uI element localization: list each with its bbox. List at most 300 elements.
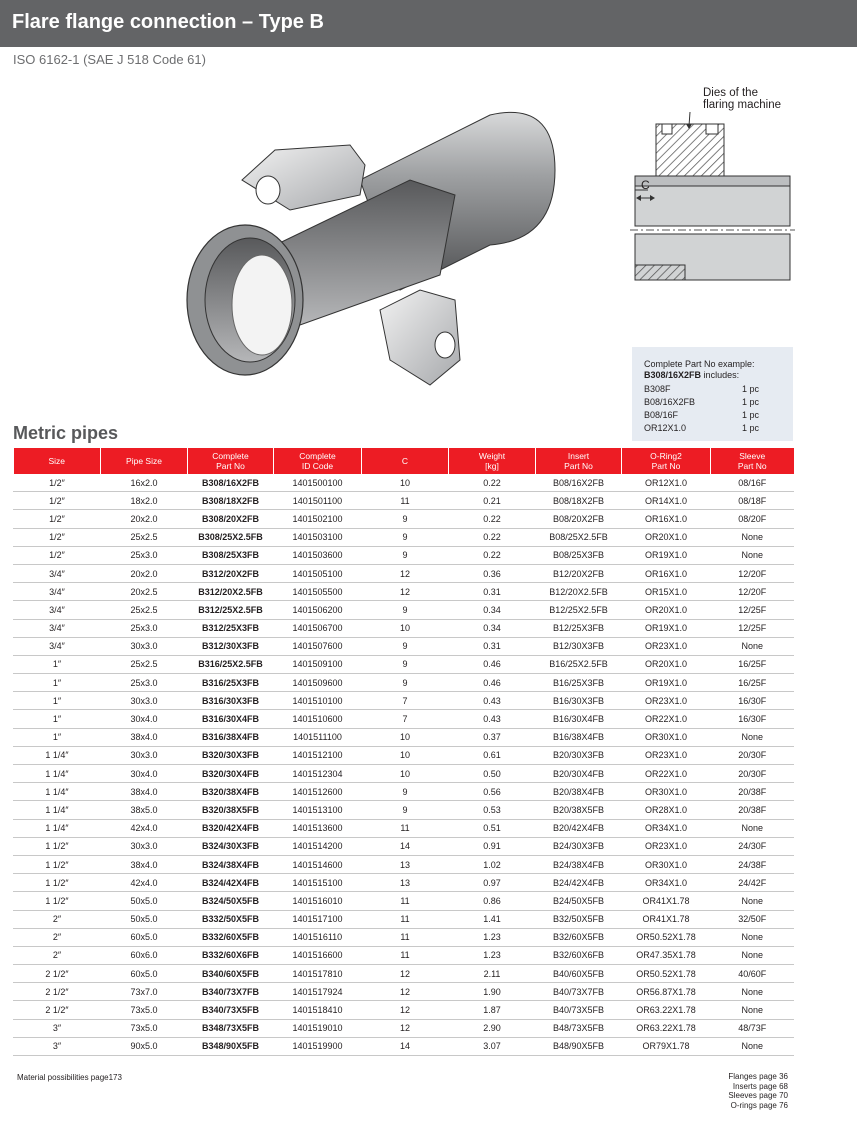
table-row xyxy=(14,655,794,673)
part-no-cell: B324/42X4FB xyxy=(188,874,274,892)
table-row xyxy=(14,1019,794,1037)
pipe-size-cell: 25x2.5 xyxy=(101,601,188,619)
weight-cell: 0.61 xyxy=(449,746,536,764)
pipe-size-cell: 16x2.0 xyxy=(101,474,188,492)
part-no-cell: B320/42X4FB xyxy=(188,819,274,837)
example-item-qty: 1 pc xyxy=(742,384,760,394)
column-header xyxy=(711,448,794,474)
id-code-cell: 1401507600 xyxy=(274,637,362,655)
oring-cell: OR19X1.0 xyxy=(622,674,711,692)
oring-cell: OR22X1.0 xyxy=(622,765,711,783)
weight-cell: 2.11 xyxy=(449,965,536,983)
column-header-line1: Size xyxy=(48,456,66,466)
column-header xyxy=(188,448,274,474)
weight-cell: 1.41 xyxy=(449,910,536,928)
material-note: Material possibilities page173 xyxy=(17,1073,122,1082)
table-row xyxy=(14,637,794,655)
pipe-size-cell: 30x3.0 xyxy=(101,837,188,855)
c-cell: 14 xyxy=(362,837,449,855)
weight-cell: 0.34 xyxy=(449,619,536,637)
id-code-cell: 1401514200 xyxy=(274,837,362,855)
size-cell: 1 1/4″ xyxy=(14,819,101,837)
part-no-cell: B324/50X5FB xyxy=(188,892,274,910)
column-header-line1: O-Ring2 xyxy=(650,451,682,461)
pipe-size-cell: 20x2.0 xyxy=(101,510,188,528)
pipe-size-cell: 42x4.0 xyxy=(101,874,188,892)
pipe-size-cell: 30x3.0 xyxy=(101,692,188,710)
sleeve-cell: 24/42F xyxy=(711,874,794,892)
id-code-cell: 1401519900 xyxy=(274,1037,362,1055)
example-includes: includes: xyxy=(703,370,740,380)
table-row xyxy=(14,983,794,1001)
insert-cell: B08/16X2FB xyxy=(536,474,622,492)
pipe-size-cell: 25x2.5 xyxy=(101,655,188,673)
insert-cell: B12/25X3FB xyxy=(536,619,622,637)
weight-cell: 0.22 xyxy=(449,510,536,528)
table-row xyxy=(14,710,794,728)
column-header-line2: Part No xyxy=(216,461,245,471)
sleeve-cell: 12/25F xyxy=(711,601,794,619)
sleeve-cell: None xyxy=(711,928,794,946)
oring-cell: OR41X1.78 xyxy=(622,910,711,928)
sleeve-cell: 16/25F xyxy=(711,674,794,692)
size-cell: 1 1/2″ xyxy=(14,892,101,910)
oring-cell: OR23X1.0 xyxy=(622,746,711,764)
c-cell: 11 xyxy=(362,910,449,928)
pipe-size-cell: 38x4.0 xyxy=(101,855,188,873)
id-code-cell: 1401513100 xyxy=(274,801,362,819)
weight-cell: 0.37 xyxy=(449,728,536,746)
insert-cell: B40/73X7FB xyxy=(536,983,622,1001)
weight-cell: 0.51 xyxy=(449,819,536,837)
pipe-size-cell: 25x3.0 xyxy=(101,674,188,692)
id-code-cell: 1401509600 xyxy=(274,674,362,692)
weight-cell: 0.31 xyxy=(449,583,536,601)
part-no-cell: B312/30X3FB xyxy=(188,637,274,655)
id-code-cell: 1401510100 xyxy=(274,692,362,710)
insert-cell: B32/60X5FB xyxy=(536,928,622,946)
size-cell: 2″ xyxy=(14,910,101,928)
table-body xyxy=(14,474,794,1056)
weight-cell: 0.46 xyxy=(449,674,536,692)
part-no-cell: B308/18X2FB xyxy=(188,492,274,510)
weight-cell: 0.43 xyxy=(449,692,536,710)
part-no-cell: B324/30X3FB xyxy=(188,837,274,855)
size-cell: 1″ xyxy=(14,692,101,710)
insert-cell: B20/42X4FB xyxy=(536,819,622,837)
c-cell: 11 xyxy=(362,946,449,964)
column-header-line1: Complete xyxy=(299,451,336,461)
table-row xyxy=(14,765,794,783)
size-cell: 1″ xyxy=(14,674,101,692)
column-header xyxy=(622,448,711,474)
table-row xyxy=(14,1001,794,1019)
weight-cell: 2.90 xyxy=(449,1019,536,1037)
weight-cell: 0.53 xyxy=(449,801,536,819)
part-no-cell: B316/30X4FB xyxy=(188,710,274,728)
oring-cell: OR20X1.0 xyxy=(622,655,711,673)
c-cell: 13 xyxy=(362,874,449,892)
weight-cell: 0.22 xyxy=(449,474,536,492)
part-no-cell: B316/25X2.5FB xyxy=(188,655,274,673)
pipe-size-cell: 60x5.0 xyxy=(101,965,188,983)
sleeve-cell: None xyxy=(711,528,794,546)
pipe-size-cell: 73x5.0 xyxy=(101,1019,188,1037)
oring-cell: OR12X1.0 xyxy=(622,474,711,492)
id-code-cell: 1401503600 xyxy=(274,546,362,564)
c-cell: 12 xyxy=(362,965,449,983)
sleeve-cell: 12/20F xyxy=(711,564,794,582)
c-cell: 9 xyxy=(362,510,449,528)
weight-cell: 0.22 xyxy=(449,546,536,564)
insert-cell: B24/38X4FB xyxy=(536,855,622,873)
page-subtitle: ISO 6162-1 (SAE J 518 Code 61) xyxy=(13,52,206,67)
pipe-size-cell: 20x2.0 xyxy=(101,564,188,582)
example-part-number: B308/16X2FB xyxy=(644,370,702,380)
oring-cell: OR50.52X1.78 xyxy=(622,928,711,946)
insert-cell: B32/60X6FB xyxy=(536,946,622,964)
size-cell: 1 1/2″ xyxy=(14,837,101,855)
insert-cell: B24/50X5FB xyxy=(536,892,622,910)
sleeve-cell: 16/30F xyxy=(711,692,794,710)
size-cell: 3/4″ xyxy=(14,564,101,582)
pipe-size-cell: 50x5.0 xyxy=(101,892,188,910)
insert-cell: B12/20X2.5FB xyxy=(536,583,622,601)
example-item-part: OR12X1.0 xyxy=(644,423,687,433)
weight-cell: 0.50 xyxy=(449,765,536,783)
c-cell: 9 xyxy=(362,801,449,819)
column-header-line2: Part No xyxy=(564,461,593,471)
size-cell: 2 1/2″ xyxy=(14,983,101,1001)
oring-cell: OR79X1.78 xyxy=(622,1037,711,1055)
c-cell: 12 xyxy=(362,983,449,1001)
c-cell: 9 xyxy=(362,528,449,546)
oring-cell: OR23X1.0 xyxy=(622,637,711,655)
sleeve-cell: None xyxy=(711,1001,794,1019)
sleeve-cell: None xyxy=(711,546,794,564)
sleeve-cell: 32/50F xyxy=(711,910,794,928)
table-header-row xyxy=(14,448,794,474)
size-cell: 3/4″ xyxy=(14,601,101,619)
part-no-cell: B308/20X2FB xyxy=(188,510,274,528)
table-row xyxy=(14,619,794,637)
c-cell: 11 xyxy=(362,892,449,910)
oring-cell: OR23X1.0 xyxy=(622,837,711,855)
size-cell: 1 1/4″ xyxy=(14,765,101,783)
c-cell: 10 xyxy=(362,746,449,764)
c-cell: 13 xyxy=(362,855,449,873)
column-header-line2: [kg] xyxy=(485,461,499,471)
oring-cell: OR14X1.0 xyxy=(622,492,711,510)
table-row xyxy=(14,492,794,510)
table-row xyxy=(14,892,794,910)
insert-cell: B48/90X5FB xyxy=(536,1037,622,1055)
part-no-cell: B320/30X4FB xyxy=(188,765,274,783)
example-item-part: B308F xyxy=(644,384,671,394)
sleeve-cell: None xyxy=(711,637,794,655)
id-code-cell: 1401516010 xyxy=(274,892,362,910)
weight-cell: 0.21 xyxy=(449,492,536,510)
size-cell: 3/4″ xyxy=(14,583,101,601)
pipe-size-cell: 30x3.0 xyxy=(101,746,188,764)
column-header-line2: Part No xyxy=(651,461,681,471)
insert-cell: B20/30X3FB xyxy=(536,746,622,764)
part-no-cell: B312/25X2.5FB xyxy=(188,601,274,619)
column-header xyxy=(362,448,449,474)
size-cell: 1 1/2″ xyxy=(14,874,101,892)
insert-cell: B12/20X2FB xyxy=(536,564,622,582)
c-cell: 7 xyxy=(362,692,449,710)
example-item-qty: 1 pc xyxy=(742,410,760,420)
pipe-size-cell: 90x5.0 xyxy=(101,1037,188,1055)
table-row xyxy=(14,546,794,564)
id-code-cell: 1401511100 xyxy=(274,728,362,746)
id-code-cell: 1401505500 xyxy=(274,583,362,601)
sleeve-cell: 40/60F xyxy=(711,965,794,983)
table-row xyxy=(14,801,794,819)
weight-cell: 1.87 xyxy=(449,1001,536,1019)
size-cell: 1″ xyxy=(14,655,101,673)
insert-cell: B16/25X3FB xyxy=(536,674,622,692)
id-code-cell: 1401506200 xyxy=(274,601,362,619)
sleeve-cell: 20/30F xyxy=(711,746,794,764)
column-header xyxy=(536,448,622,474)
c-cell: 10 xyxy=(362,765,449,783)
oring-cell: OR41X1.78 xyxy=(622,892,711,910)
table-row xyxy=(14,783,794,801)
table-row xyxy=(14,874,794,892)
part-no-cell: B308/25X3FB xyxy=(188,546,274,564)
pipe-size-cell: 38x4.0 xyxy=(101,728,188,746)
size-cell: 1 1/4″ xyxy=(14,801,101,819)
part-number-example-box xyxy=(632,347,793,441)
part-no-cell: B316/30X3FB xyxy=(188,692,274,710)
page-references xyxy=(728,1072,788,1110)
insert-cell: B32/50X5FB xyxy=(536,910,622,928)
oring-cell: OR16X1.0 xyxy=(622,510,711,528)
pipe-size-cell: 73x7.0 xyxy=(101,983,188,1001)
table-row xyxy=(14,674,794,692)
sleeve-cell: 20/30F xyxy=(711,765,794,783)
c-cell: 12 xyxy=(362,1001,449,1019)
insert-cell: B16/38X4FB xyxy=(536,728,622,746)
part-no-cell: B308/16X2FB xyxy=(188,474,274,492)
sleeve-cell: 08/16F xyxy=(711,474,794,492)
table-row xyxy=(14,528,794,546)
column-header xyxy=(101,448,188,474)
column-header-line1: Insert xyxy=(567,451,590,461)
id-code-cell: 1401512304 xyxy=(274,765,362,783)
size-cell: 1″ xyxy=(14,728,101,746)
sleeve-cell: None xyxy=(711,728,794,746)
oring-cell: OR22X1.0 xyxy=(622,710,711,728)
size-cell: 3/4″ xyxy=(14,619,101,637)
c-cell: 12 xyxy=(362,1019,449,1037)
oring-cell: OR50.52X1.78 xyxy=(622,965,711,983)
part-no-cell: B332/50X5FB xyxy=(188,910,274,928)
insert-cell: B48/73X5FB xyxy=(536,1019,622,1037)
weight-cell: 1.02 xyxy=(449,855,536,873)
weight-cell: 0.86 xyxy=(449,892,536,910)
part-no-cell: B312/25X3FB xyxy=(188,619,274,637)
part-no-cell: B316/25X3FB xyxy=(188,674,274,692)
table-row xyxy=(14,728,794,746)
table-row xyxy=(14,692,794,710)
pipe-size-cell: 60x5.0 xyxy=(101,928,188,946)
table-row xyxy=(14,855,794,873)
pipe-size-cell: 30x4.0 xyxy=(101,710,188,728)
table-row xyxy=(14,965,794,983)
sleeve-cell: 08/20F xyxy=(711,510,794,528)
weight-cell: 0.43 xyxy=(449,710,536,728)
table-row xyxy=(14,928,794,946)
id-code-cell: 1401517100 xyxy=(274,910,362,928)
example-item-qty: 1 pc xyxy=(742,397,760,407)
weight-cell: 1.23 xyxy=(449,946,536,964)
pipe-size-cell: 30x3.0 xyxy=(101,637,188,655)
id-code-cell: 1401518410 xyxy=(274,1001,362,1019)
weight-cell: 0.46 xyxy=(449,655,536,673)
pipe-size-cell: 50x5.0 xyxy=(101,910,188,928)
id-code-cell: 1401503100 xyxy=(274,528,362,546)
c-cell: 11 xyxy=(362,928,449,946)
part-no-cell: B324/38X4FB xyxy=(188,855,274,873)
part-no-cell: B340/73X7FB xyxy=(188,983,274,1001)
c-cell: 10 xyxy=(362,619,449,637)
column-header-line1: Sleeve xyxy=(739,451,766,461)
dies-label-line2: flaring machine xyxy=(703,99,781,111)
weight-cell: 1.90 xyxy=(449,983,536,1001)
sleeve-cell: 12/20F xyxy=(711,583,794,601)
insert-cell: B40/73X5FB xyxy=(536,1001,622,1019)
id-code-cell: 1401502100 xyxy=(274,510,362,528)
sleeve-cell: None xyxy=(711,819,794,837)
pipe-size-cell: 18x2.0 xyxy=(101,492,188,510)
id-code-cell: 1401509100 xyxy=(274,655,362,673)
insert-cell: B24/30X3FB xyxy=(536,837,622,855)
part-no-cell: B312/20X2FB xyxy=(188,564,274,582)
part-no-cell: B340/60X5FB xyxy=(188,965,274,983)
table-row xyxy=(14,1037,794,1055)
insert-cell: B12/25X2.5FB xyxy=(536,601,622,619)
c-cell: 14 xyxy=(362,1037,449,1055)
pipe-size-cell: 38x5.0 xyxy=(101,801,188,819)
cross-section-drawing xyxy=(610,80,800,300)
table-row xyxy=(14,474,794,492)
id-code-cell: 1401512100 xyxy=(274,746,362,764)
id-code-cell: 1401500100 xyxy=(274,474,362,492)
id-code-cell: 1401513600 xyxy=(274,819,362,837)
id-code-cell: 1401505100 xyxy=(274,564,362,582)
oring-cell: OR19X1.0 xyxy=(622,546,711,564)
weight-cell: 0.91 xyxy=(449,837,536,855)
dies-label-line1: Dies of the xyxy=(703,87,758,99)
sleeve-cell: 24/30F xyxy=(711,837,794,855)
insert-cell: B12/30X3FB xyxy=(536,637,622,655)
column-header-line2: ID Code xyxy=(301,461,334,471)
part-no-cell: B332/60X5FB xyxy=(188,928,274,946)
size-cell: 1/2″ xyxy=(14,510,101,528)
pipe-size-cell: 25x3.0 xyxy=(101,546,188,564)
oring-cell: OR23X1.0 xyxy=(622,692,711,710)
insert-cell: B08/25X3FB xyxy=(536,546,622,564)
oring-cell: OR30X1.0 xyxy=(622,783,711,801)
id-code-cell: 1401516110 xyxy=(274,928,362,946)
oring-cell: OR19X1.0 xyxy=(622,619,711,637)
part-no-cell: B340/73X5FB xyxy=(188,1001,274,1019)
pipe-size-cell: 25x2.5 xyxy=(101,528,188,546)
example-item-part: B08/16X2FB xyxy=(644,397,696,407)
flange-illustration xyxy=(170,100,570,400)
sleeve-cell: 20/38F xyxy=(711,801,794,819)
c-cell: 7 xyxy=(362,710,449,728)
column-header-line1: Weight xyxy=(478,451,506,461)
size-cell: 1 1/2″ xyxy=(14,855,101,873)
oring-cell: OR34X1.0 xyxy=(622,819,711,837)
id-code-cell: 1401510600 xyxy=(274,710,362,728)
id-code-cell: 1401515100 xyxy=(274,874,362,892)
id-code-cell: 1401519010 xyxy=(274,1019,362,1037)
part-no-cell: B320/38X4FB xyxy=(188,783,274,801)
sleeve-cell: None xyxy=(711,983,794,1001)
part-no-cell: B316/38X4FB xyxy=(188,728,274,746)
dimension-c-label: C xyxy=(641,178,650,192)
c-cell: 10 xyxy=(362,728,449,746)
dies-label xyxy=(703,87,781,111)
size-cell: 1/2″ xyxy=(14,546,101,564)
pipe-size-cell: 42x4.0 xyxy=(101,819,188,837)
size-cell: 3″ xyxy=(14,1019,101,1037)
pipe-size-cell: 20x2.5 xyxy=(101,583,188,601)
ref-flanges: Flanges page 36 xyxy=(728,1072,788,1081)
size-cell: 1 1/4″ xyxy=(14,746,101,764)
insert-cell: B16/30X3FB xyxy=(536,692,622,710)
oring-cell: OR16X1.0 xyxy=(622,564,711,582)
insert-cell: B20/30X4FB xyxy=(536,765,622,783)
insert-cell: B16/30X4FB xyxy=(536,710,622,728)
sleeve-cell: 08/18F xyxy=(711,492,794,510)
part-no-cell: B348/73X5FB xyxy=(188,1019,274,1037)
weight-cell: 0.34 xyxy=(449,601,536,619)
table-row xyxy=(14,583,794,601)
part-no-cell: B320/38X5FB xyxy=(188,801,274,819)
column-header-line1: C xyxy=(401,456,409,466)
id-code-cell: 1401516600 xyxy=(274,946,362,964)
sleeve-cell: 12/25F xyxy=(711,619,794,637)
sleeve-cell: 20/38F xyxy=(711,783,794,801)
size-cell: 1/2″ xyxy=(14,474,101,492)
part-no-cell: B308/25X2.5FB xyxy=(188,528,274,546)
ref-orings: O-rings page 76 xyxy=(730,1100,788,1110)
c-cell: 9 xyxy=(362,674,449,692)
weight-cell: 1.23 xyxy=(449,928,536,946)
weight-cell: 0.56 xyxy=(449,783,536,801)
insert-cell: B40/60X5FB xyxy=(536,965,622,983)
oring-cell: OR47.35X1.78 xyxy=(622,946,711,964)
id-code-cell: 1401506700 xyxy=(274,619,362,637)
oring-cell: OR28X1.0 xyxy=(622,801,711,819)
table-row xyxy=(14,564,794,582)
sleeve-cell: 16/30F xyxy=(711,710,794,728)
id-code-cell: 1401517924 xyxy=(274,983,362,1001)
table-row xyxy=(14,946,794,964)
size-cell: 2″ xyxy=(14,928,101,946)
insert-cell: B24/42X4FB xyxy=(536,874,622,892)
size-cell: 2 1/2″ xyxy=(14,965,101,983)
c-cell: 11 xyxy=(362,819,449,837)
example-title: Complete Part No example: xyxy=(644,359,755,369)
oring-cell: OR15X1.0 xyxy=(622,583,711,601)
